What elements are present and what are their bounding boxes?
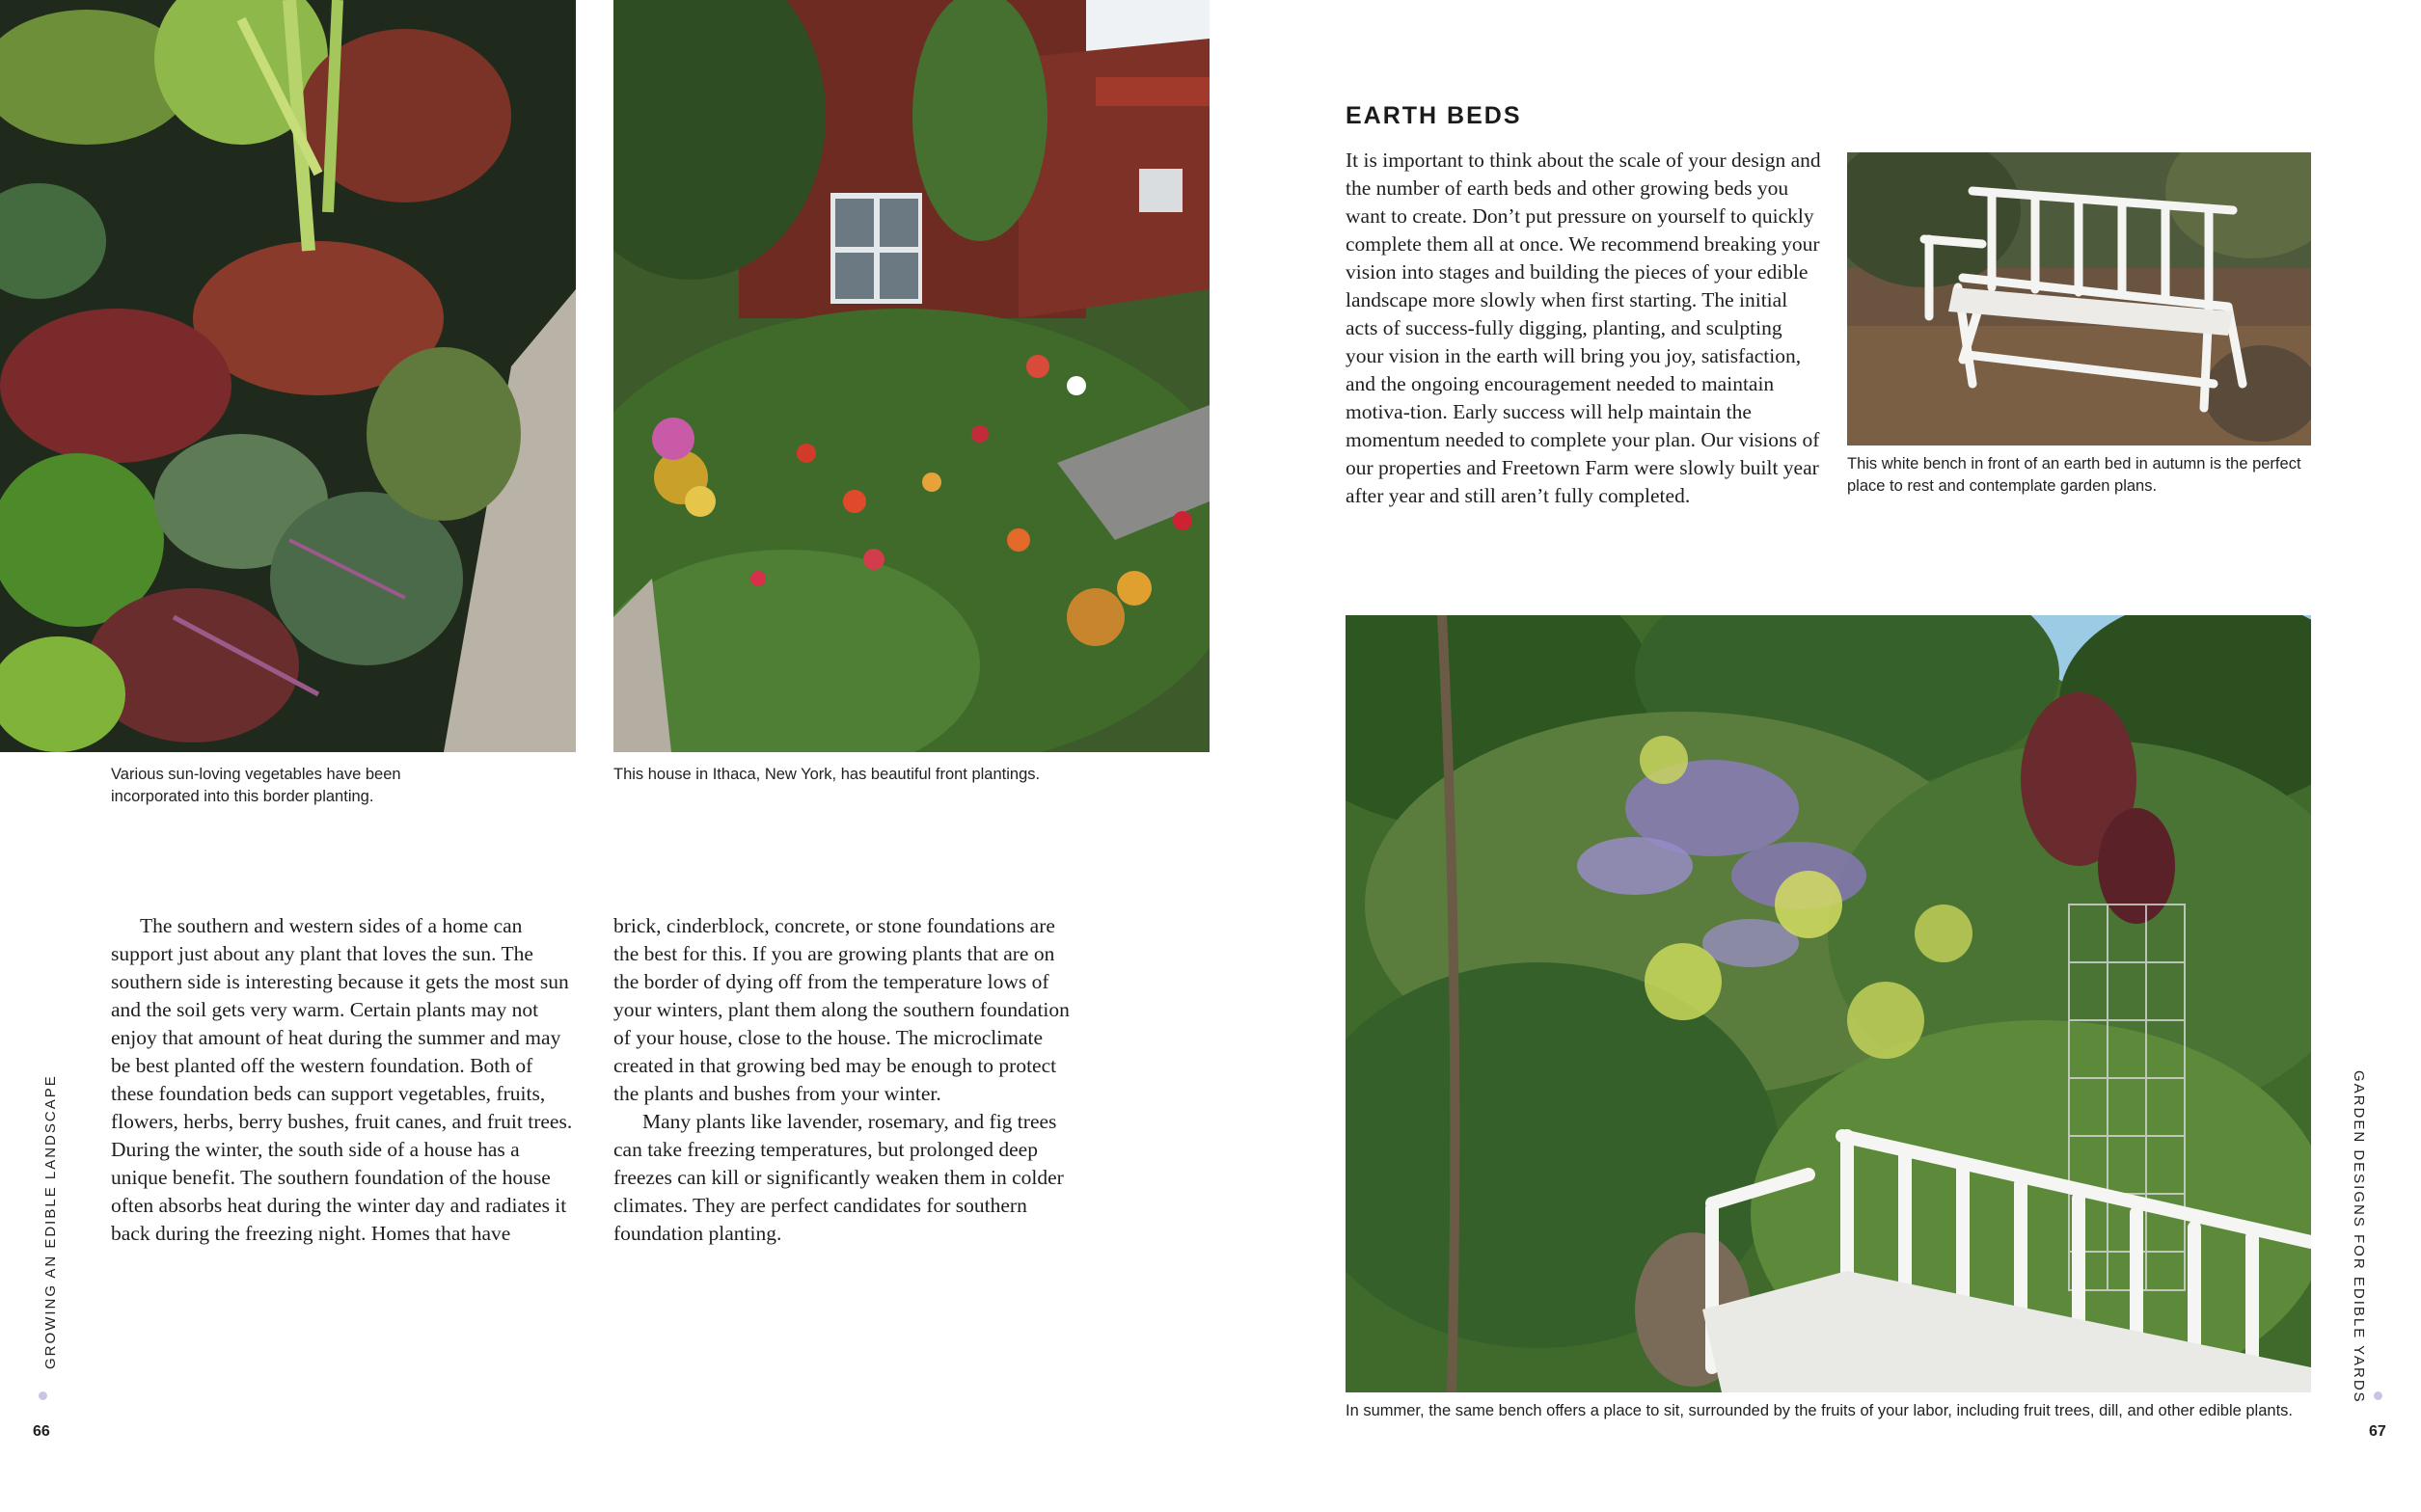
bench-summer-photo [1346, 615, 2311, 1392]
caption-vegetables: Various sun-loving vegetables have been incorporated into this border planting. [111, 766, 401, 805]
body-column-2 [613, 912, 1078, 1248]
body-column-right [1346, 147, 1824, 510]
page-number-left: 66 [33, 1423, 50, 1440]
paragraph: The southern and western sides of a home can support just about any plant that loves the sun. The southern side is interesting because it gets the most sun and the soil gets very warm. Certain plants may not enjoy that amount of heat during the summer and may be best planted off the western foundation. Both of these foundation beds can support vegetables, fruits, flowers, herbs, berry bushes, fruit canes, and fruit trees. During the winter, the south side of a house has a unique benefit. The southern foundation of the house often absorbs heat during the winter day and radiates it back during the freezing night. Homes that have [111, 914, 573, 1245]
vegetable-border-photo [0, 0, 576, 752]
caption-bench-summer: In summer, the same bench offers a place to sit, surrounded by the fruits of your labor, including fruit trees, dill, and other edible plants. [1346, 1402, 2293, 1419]
caption-bench-autumn: This white bench in front of an earth bed in autumn is the perfect place to rest and contemplate garden plans. [1847, 455, 2301, 495]
caption-house: This house in Ithaca, New York, has beautiful front plantings. [613, 766, 1041, 783]
accent-dot [2374, 1391, 2382, 1400]
running-head-right: GARDEN DESIGNS FOR EDIBLE YARDS [2351, 1070, 2367, 1404]
body-column-1 [111, 912, 576, 1248]
section-heading: EARTH BEDS [1346, 102, 1522, 129]
ithaca-house-photo [613, 0, 1210, 752]
paragraph: It is important to think about the scale of your design and the number of earth beds and other growing beds you want to create. Don’t put pressure on yourself to quickly complete them all at once. We recommend breaking your vision into stages and building the pieces of your edible landscape more slowly when first starting. The initial acts of success-fully digging, planting, and sculpting your vision in the earth will bring you joy, satisfaction, and the ongoing encouragement needed to maintain motiva-tion. Early success will help maintain the momentum needed to complete your plan. Our visions of our properties and Freetown Farm were slowly built year after year and still aren’t fully completed. [1346, 148, 1821, 507]
running-head-left: GROWING AN EDIBLE LANDSCAPE [42, 1074, 59, 1369]
paragraph: brick, cinderblock, concrete, or stone foundations are the best for this. If you are growing plants that are on the border of dying off from the temperature lows of your winters, plant them along the southern foundation of your house, close to the house. The microclimate created in that growing bed may be enough to protect the plants and bushes from your winter. [613, 914, 1070, 1105]
page-number-right: 67 [2369, 1423, 2386, 1440]
accent-dot [39, 1391, 47, 1400]
bench-autumn-photo [1847, 152, 2311, 446]
paragraph: Many plants like lavender, rosemary, and fig trees can take freezing temperatures, but prolonged deep freezes can kill or significantly weaken them in colder climates. They are perfect candidates for southern foundation planting. [613, 1110, 1064, 1245]
